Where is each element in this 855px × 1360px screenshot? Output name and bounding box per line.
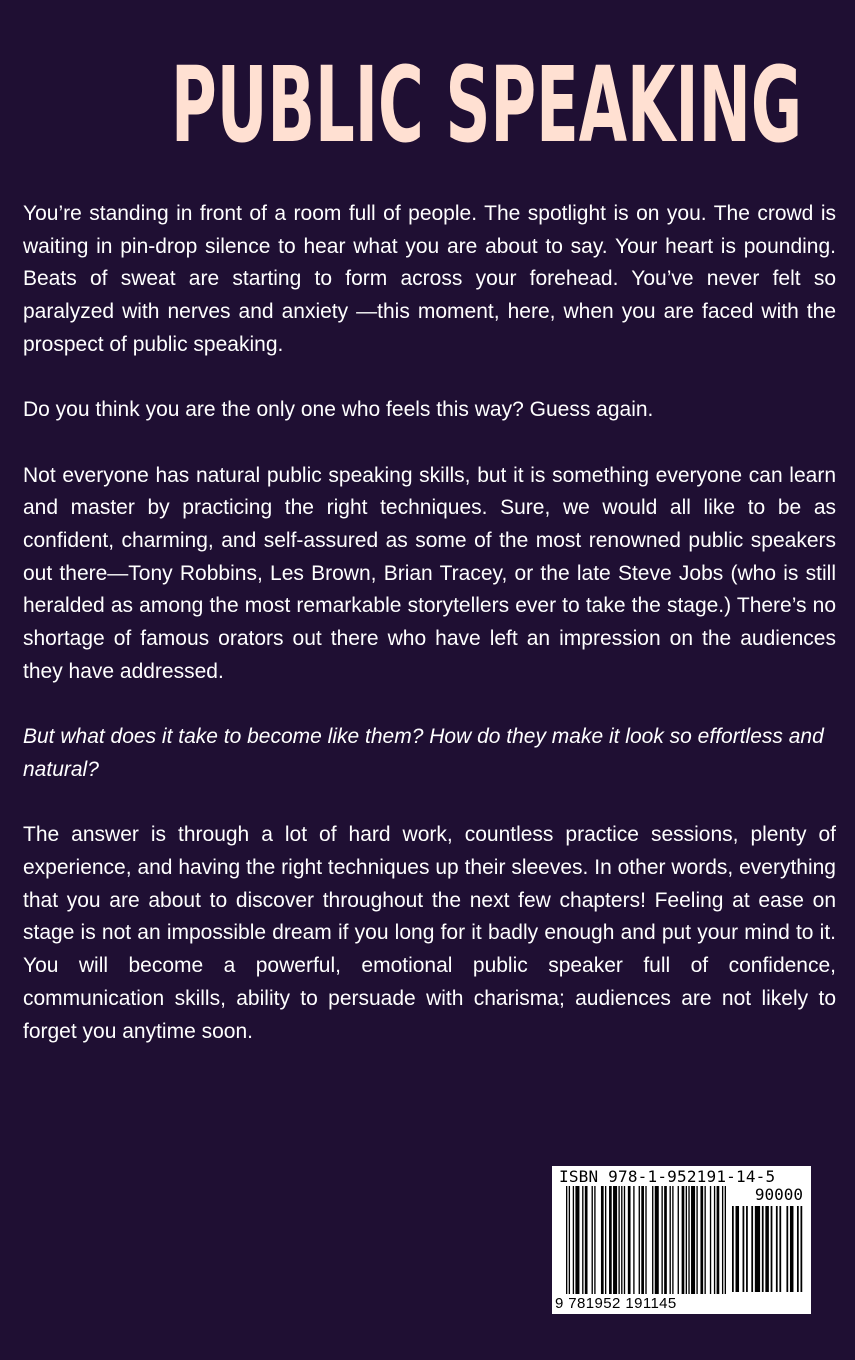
barcode-bar: [751, 1206, 753, 1292]
barcode-bar: [755, 1206, 760, 1292]
blurb-paragraph-2: Do you think you are the only one who feels this way? Guess again.: [23, 398, 654, 422]
barcode-bar: [621, 1186, 622, 1294]
barcode-bar: [786, 1206, 788, 1292]
barcode-bar: [605, 1186, 606, 1294]
barcode-bar: [624, 1186, 625, 1294]
barcode-bar: [628, 1186, 631, 1294]
barcode-bar: [696, 1186, 697, 1294]
barcode-bar: [732, 1206, 734, 1292]
barcode-bar: [686, 1186, 687, 1294]
barcode-bar: [700, 1186, 703, 1294]
barcode-bar: [743, 1206, 745, 1292]
barcode-bar: [717, 1186, 720, 1294]
barcode-bar: [655, 1186, 659, 1294]
barcode-bars-addon: [732, 1206, 804, 1292]
barcode-bar: [678, 1186, 679, 1294]
price-code: 90000: [754, 1185, 803, 1204]
barcode-bar: [736, 1206, 740, 1292]
barcode-bar: [661, 1186, 662, 1294]
barcode-bar: [566, 1186, 567, 1294]
isbn-barcode: [552, 1166, 811, 1314]
barcode-bar: [582, 1186, 583, 1294]
barcode-bars-main: [566, 1186, 726, 1294]
barcode-bar: [573, 1186, 574, 1294]
blurb-paragraph-3: Not everyone has natural public speaking skills, but it is something everyone can learn and master by practicing the right techniques. Sure, we would all like to be as confident, charming, and self-assured as some of the most renowned public speakers out there—Tony Robbins, Les Brown, Brian Tracey, or the late Steve Jobs (who is still heralded as among the most remarkable storytellers ever to take the stage.) There’s no shortage of famous orators out there who have left an impression on the audiences they have addressed.: [23, 463, 836, 683]
barcode-bar: [613, 1186, 617, 1294]
blurb-paragraph-1: You’re standing in front of a room full of people. The spotlight is on you. The crowd is waiting in pin-drop silence to hear what you are about to say. Your heart is pounding. Beats of sweat are starting to form across your forehead. You’ve never felt so paralyzed with nerves and anxiety —this moment, here, when you are faced with the prospect of public speaking.: [23, 202, 836, 356]
barcode-bar: [569, 1186, 570, 1294]
barcode-bar: [746, 1206, 748, 1292]
barcode-bar: [618, 1186, 619, 1294]
barcode-bar: [704, 1186, 705, 1294]
book-title: PUBLIC SPEAKING: [171, 44, 803, 166]
barcode-bar: [585, 1186, 588, 1294]
blurb-paragraph-5: The answer is through a lot of hard work, countless practice sessions, plenty of experience, and having the right techniques up their sleeves. In other words, everything that you are about to discover throughout the next few chapters! Feeling at ease on stage is not an impossible dream if you long for it badly enough and put your mind to it. You will become a powerful, emotional public speaker full of confidence, communication skills, ability to persuade with charisma; audiences are not likely to forget you anytime soon.: [23, 823, 836, 1043]
barcode-bar: [800, 1206, 802, 1292]
barcode-bar: [776, 1206, 778, 1292]
ean-number: 9 781952 191145: [555, 1295, 677, 1312]
barcode-bar: [779, 1206, 781, 1292]
barcode-bar: [714, 1186, 715, 1294]
blurb-paragraph-4: But what does it take to become like them? How do they make it look so effortless and natural?: [23, 725, 824, 781]
barcode-bar: [672, 1186, 673, 1294]
barcode-bar: [765, 1206, 769, 1292]
barcode-bar: [670, 1186, 671, 1294]
blurb: [23, 198, 836, 1081]
barcode-bar: [710, 1186, 711, 1294]
barcode-bar: [609, 1186, 612, 1294]
barcode-bar: [688, 1186, 689, 1294]
barcode-bar: [725, 1186, 726, 1294]
isbn-number: ISBN 978-1-952191-14-5: [559, 1167, 776, 1186]
barcode-bar: [771, 1206, 773, 1292]
barcode-bar: [594, 1186, 595, 1294]
barcode-bar: [762, 1206, 764, 1292]
barcode-bar: [641, 1186, 644, 1294]
barcode-bar: [601, 1186, 604, 1294]
barcode-bar: [592, 1186, 593, 1294]
barcode-bar: [691, 1186, 695, 1294]
barcode-bar: [645, 1186, 646, 1294]
barcode-bar: [652, 1186, 653, 1294]
barcode-bar: [797, 1206, 799, 1292]
barcode-bar: [722, 1186, 723, 1294]
barcode-bar: [664, 1186, 667, 1294]
barcode-bar: [575, 1186, 579, 1294]
barcode-bar: [639, 1186, 640, 1294]
barcode-bar: [790, 1206, 794, 1292]
barcode-bar: [633, 1186, 634, 1294]
barcode-bar: [682, 1186, 685, 1294]
